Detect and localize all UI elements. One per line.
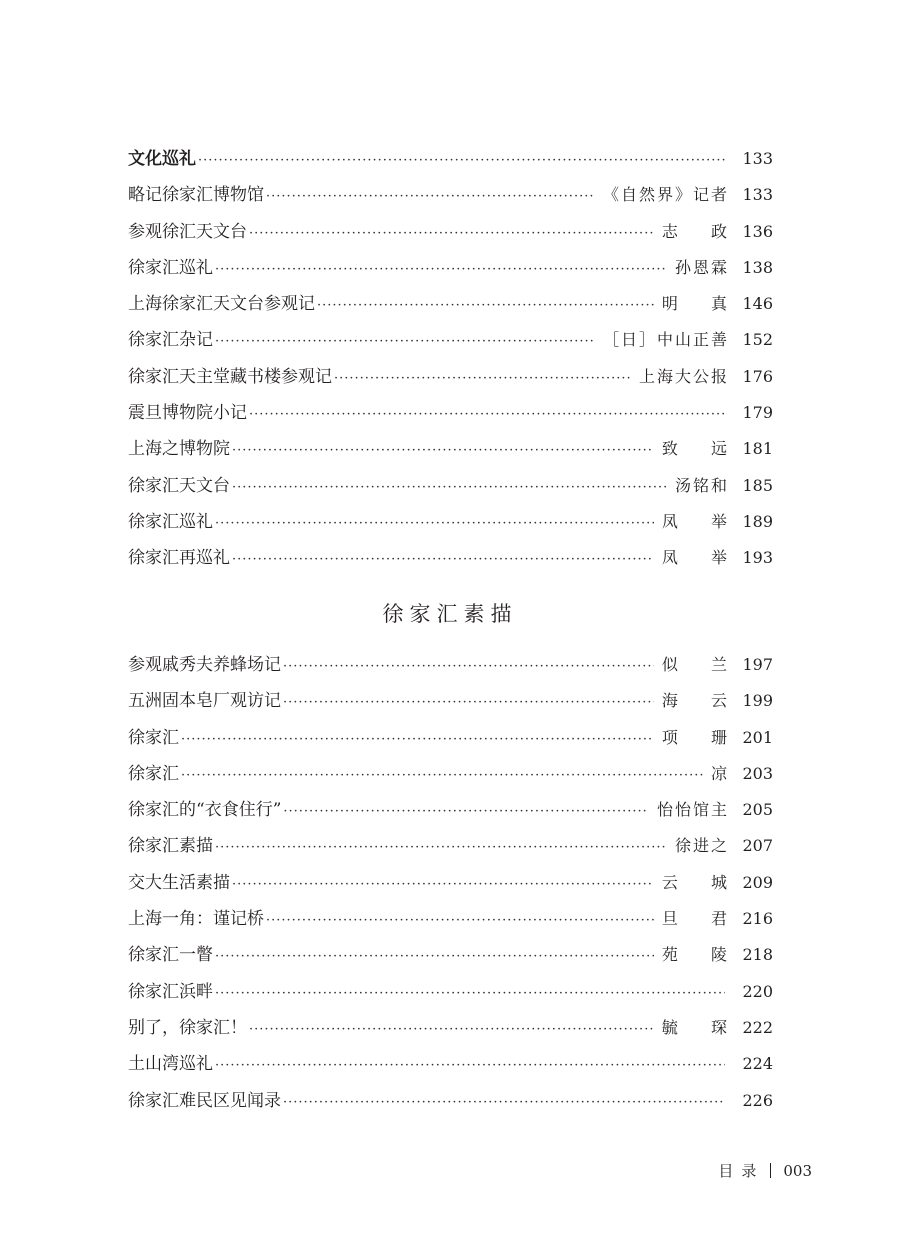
toc-entry-author: 志 政 xyxy=(661,221,741,241)
toc-entry-author: 云 城 xyxy=(661,872,741,892)
toc-entry[interactable] xyxy=(128,761,773,797)
toc-entry-title: 文化巡礼 xyxy=(128,149,196,169)
toc-entry-title: 参观徐汇天文台 xyxy=(128,221,247,242)
toc-leader-dots xyxy=(232,872,654,898)
toc-entry-title: 徐家汇巡礼 xyxy=(128,511,213,532)
toc-leader-dots xyxy=(266,184,595,210)
toc-entry-author: 凉 xyxy=(710,763,741,783)
footer-divider xyxy=(770,1163,771,1178)
toc-entry-author: 项 珊 xyxy=(661,727,741,747)
toc-entry-author: 致 远 xyxy=(661,439,741,459)
toc-entry-title: 徐家汇 xyxy=(128,727,179,748)
page-footer xyxy=(718,1160,812,1181)
toc-entry[interactable] xyxy=(128,942,773,978)
toc-entry-title: 徐家汇 xyxy=(128,763,179,784)
toc-entry[interactable] xyxy=(128,1015,773,1051)
toc-entry-page: 226 xyxy=(742,1090,773,1110)
toc-entry[interactable] xyxy=(128,255,773,291)
toc-entry-title: 徐家汇素描 xyxy=(128,836,213,857)
toc-entry[interactable] xyxy=(128,1088,773,1124)
toc-leader-dots xyxy=(181,763,703,789)
toc-entry-page: 193 xyxy=(742,548,773,568)
toc-entry-page: 138 xyxy=(742,257,773,277)
toc-leader-dots xyxy=(215,944,654,970)
toc-entry[interactable] xyxy=(128,797,773,833)
toc-entry-page: 199 xyxy=(742,691,773,711)
toc-entry[interactable] xyxy=(128,473,773,509)
toc-entry-title: 五洲固本皂厂观访记 xyxy=(128,691,281,712)
toc-entry-page: 222 xyxy=(742,1017,773,1037)
toc-entry-title: 徐家汇天文台 xyxy=(128,475,230,496)
toc-entry-title: 徐家汇浜畔 xyxy=(128,981,213,1002)
toc-entry-title: 上海一角：谨记桥 xyxy=(128,909,264,930)
toc-entry-page: 181 xyxy=(742,439,773,459)
toc-entry-page: 216 xyxy=(742,909,773,929)
toc-entry-title: 土山湾巡礼 xyxy=(128,1054,213,1075)
toc-leader-dots xyxy=(249,1017,654,1043)
toc-entry[interactable] xyxy=(128,545,773,581)
footer-page-number: 003 xyxy=(783,1161,812,1180)
toc-entry-page: 197 xyxy=(742,655,773,674)
toc-leader-dots xyxy=(215,257,667,283)
toc-leader-dots xyxy=(249,221,654,247)
toc-leader-dots xyxy=(215,511,654,537)
toc-entry-title: 上海之博物院 xyxy=(128,439,230,460)
toc-entry-page: 133 xyxy=(742,149,773,168)
toc-leader-dots xyxy=(249,402,725,428)
toc-leader-dots xyxy=(232,547,654,573)
toc-entry-title: 震旦博物院小记 xyxy=(128,403,247,424)
toc-entry-page: 220 xyxy=(742,981,773,1001)
toc-entry-author: 苑 陵 xyxy=(661,945,741,965)
toc-leader-dots xyxy=(215,329,595,355)
toc-entry-author: 徐进之 xyxy=(674,836,729,856)
toc-entry[interactable] xyxy=(128,870,773,906)
toc-leader-dots xyxy=(215,1053,725,1079)
toc-leader-dots xyxy=(283,799,649,825)
toc-leader-dots xyxy=(215,981,725,1007)
toc-entry-author: 凤 举 xyxy=(661,511,741,531)
toc-entry-author: 明 真 xyxy=(661,294,741,314)
toc-entry-title: 上海徐家汇天文台参观记 xyxy=(128,294,315,315)
toc-entry-page: 179 xyxy=(742,403,773,423)
toc-entry-title: 徐家汇天主堂藏书楼参观记 xyxy=(128,366,332,387)
toc-entry-page: 218 xyxy=(742,945,773,965)
toc-leader-dots xyxy=(334,366,631,392)
toc-entry-title: 徐家汇巡礼 xyxy=(128,257,213,278)
toc-leader-dots xyxy=(181,727,654,753)
toc-entry-author: 孙恩霖 xyxy=(674,257,729,277)
toc-leader-dots xyxy=(232,475,667,501)
toc-section-xujiahui-sketches xyxy=(128,652,773,1124)
toc-entry-page: 152 xyxy=(742,330,773,350)
toc-entry[interactable] xyxy=(128,400,773,436)
toc-entry-title: 略记徐家汇博物馆 xyxy=(128,185,264,206)
toc-entry[interactable] xyxy=(128,509,773,545)
toc-section-cultural-pilgrimage xyxy=(128,146,773,582)
toc-entry[interactable] xyxy=(128,833,773,869)
toc-entry-page: 209 xyxy=(742,872,773,892)
footer-label: 目录 xyxy=(718,1162,765,1180)
toc-entry-title: 徐家汇的“衣食住行” xyxy=(128,800,282,821)
toc-entry[interactable] xyxy=(128,979,773,1015)
toc-leader-dots xyxy=(232,438,654,464)
toc-leader-dots xyxy=(283,654,654,680)
toc-entry-author: 怡怡馆主 xyxy=(656,800,729,820)
toc-entry-page: 133 xyxy=(742,185,773,205)
toc-entry-author: 旦 君 xyxy=(661,909,741,929)
toc-entry[interactable] xyxy=(128,364,773,400)
toc-entry[interactable] xyxy=(128,906,773,942)
toc-entry-title: 徐家汇难民区见闻录 xyxy=(128,1090,281,1111)
toc-entry[interactable] xyxy=(128,436,773,472)
toc-entry-title: 参观戚秀夫养蜂场记 xyxy=(128,655,281,675)
toc-entry[interactable] xyxy=(128,652,773,688)
toc-entry[interactable] xyxy=(128,327,773,363)
toc-entry[interactable] xyxy=(128,1051,773,1087)
toc-entry-author: 似 兰 xyxy=(661,655,741,674)
toc-leader-dots xyxy=(283,1090,725,1116)
toc-leader-dots xyxy=(317,293,654,319)
toc-entry-author: 《自然界》记者 xyxy=(602,185,729,205)
toc-entry[interactable] xyxy=(128,725,773,761)
toc-entry-title: 别了，徐家汇！ xyxy=(128,1017,247,1038)
toc-entry-author: 上海大公报 xyxy=(638,366,729,386)
toc-entry[interactable] xyxy=(128,182,773,218)
toc-entry-author: ［日］中山正善 xyxy=(602,330,729,350)
toc-entry[interactable] xyxy=(128,219,773,255)
toc-entry[interactable] xyxy=(128,291,773,327)
toc-entry-page: 205 xyxy=(742,800,773,820)
toc-entry-page: 201 xyxy=(742,727,773,747)
section-title: 徐家汇素描 xyxy=(382,602,518,626)
toc-entry-page: 189 xyxy=(742,511,773,531)
toc-heading-row[interactable] xyxy=(128,146,773,182)
toc-entry-title: 徐家汇杂记 xyxy=(128,330,213,351)
toc-entry-page: 136 xyxy=(742,221,773,241)
toc-entry-author: 汤铭和 xyxy=(674,475,729,495)
toc-entry-author: 毓 琛 xyxy=(661,1017,741,1037)
toc-entry-title: 徐家汇一瞥 xyxy=(128,945,213,966)
toc-entry-page: 146 xyxy=(742,294,773,314)
toc-entry-page: 185 xyxy=(742,475,773,495)
toc-entry-page: 207 xyxy=(742,836,773,856)
toc-entry-author: 海 云 xyxy=(661,691,741,711)
toc-entry-author: 凤 举 xyxy=(661,548,741,568)
toc-leader-dots xyxy=(266,908,654,934)
toc-entry[interactable] xyxy=(128,688,773,724)
toc-leader-dots xyxy=(283,690,654,716)
toc-leader-dots xyxy=(198,148,725,174)
toc-entry-page: 203 xyxy=(742,763,773,783)
toc-leader-dots xyxy=(215,835,667,861)
toc-entry-page: 176 xyxy=(742,366,773,386)
toc-entry-title: 徐家汇再巡礼 xyxy=(128,548,230,569)
toc-entry-title: 交大生活素描 xyxy=(128,872,230,893)
toc-entry-page: 224 xyxy=(742,1054,773,1074)
